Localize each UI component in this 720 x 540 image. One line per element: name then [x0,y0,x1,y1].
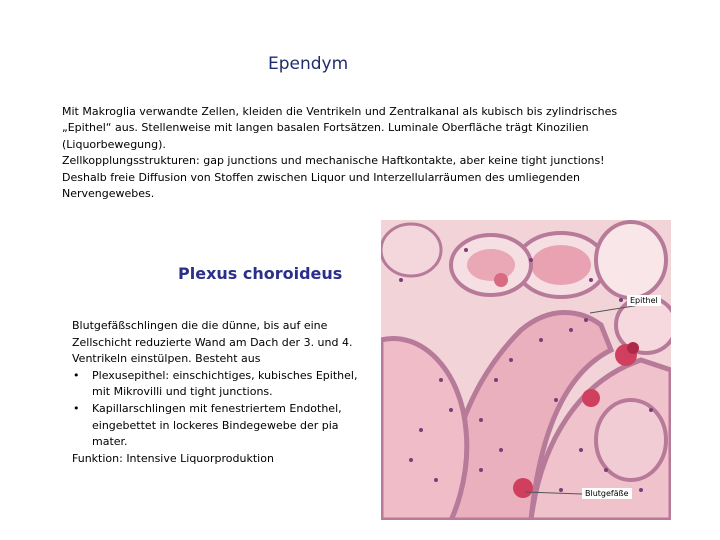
plexus-intro-line: Ventrikeln einstülpen. Besteht aus [72,352,261,366]
bullet-marker: • [73,401,80,415]
ependym-line: Mit Makroglia verwandte Zellen, kleiden die Ventrikeln und Zentralkanal als kubisch bis zylindrisches [62,105,618,118]
plexus-title: Plexus choroideus [178,264,343,283]
ependym-line: Deshalb freie Diffusion von Stoffen zwischen Liquor und Interzellularräumen des umliegenden [62,170,580,184]
ependym-line: (Liquorbewegung). [62,137,166,151]
ependym-title: Ependym [268,54,349,74]
ependym-line: „Epithel“ aus. Stellenweise mit langen basalen Fortsätzen. Luminale Oberfläche trägt Kinozilien [62,121,589,135]
bullet-line: eingebettet in lockeres Bindegewebe der pia [92,418,339,432]
bullet-marker: • [73,368,80,382]
bullet-line: mater. [92,435,128,449]
blutgefaesse-pointer-line [525,492,582,494]
plexus-function: Funktion: Intensive Liquorproduktion [72,451,274,465]
epithel-pointer-line [590,305,640,313]
label-epithel: Epithel [627,295,661,306]
ependym-line: Nervengewebes. [62,187,155,201]
label-blutgefaesse: Blutgefäße [582,488,632,499]
plexus-intro-line: Zellschicht reduzierte Wand am Dach der 3. und 4. [72,335,353,349]
ependym-line: Zellkopplungsstrukturen: gap junctions und mechanische Haftkontakte, aber keine tight junctions! [62,154,605,168]
bullet-line: Plexusepithel: einschichtiges, kubisches Epithel, [92,368,358,382]
bullet-line: Kapillarschlingen mit fenestriertem Endothel, [92,401,342,415]
plexus-intro-line: Blutgefäßschlingen die die dünne, bis auf eine [72,319,328,332]
bullet-line: mit Mikrovilli und tight junctions. [92,385,273,399]
